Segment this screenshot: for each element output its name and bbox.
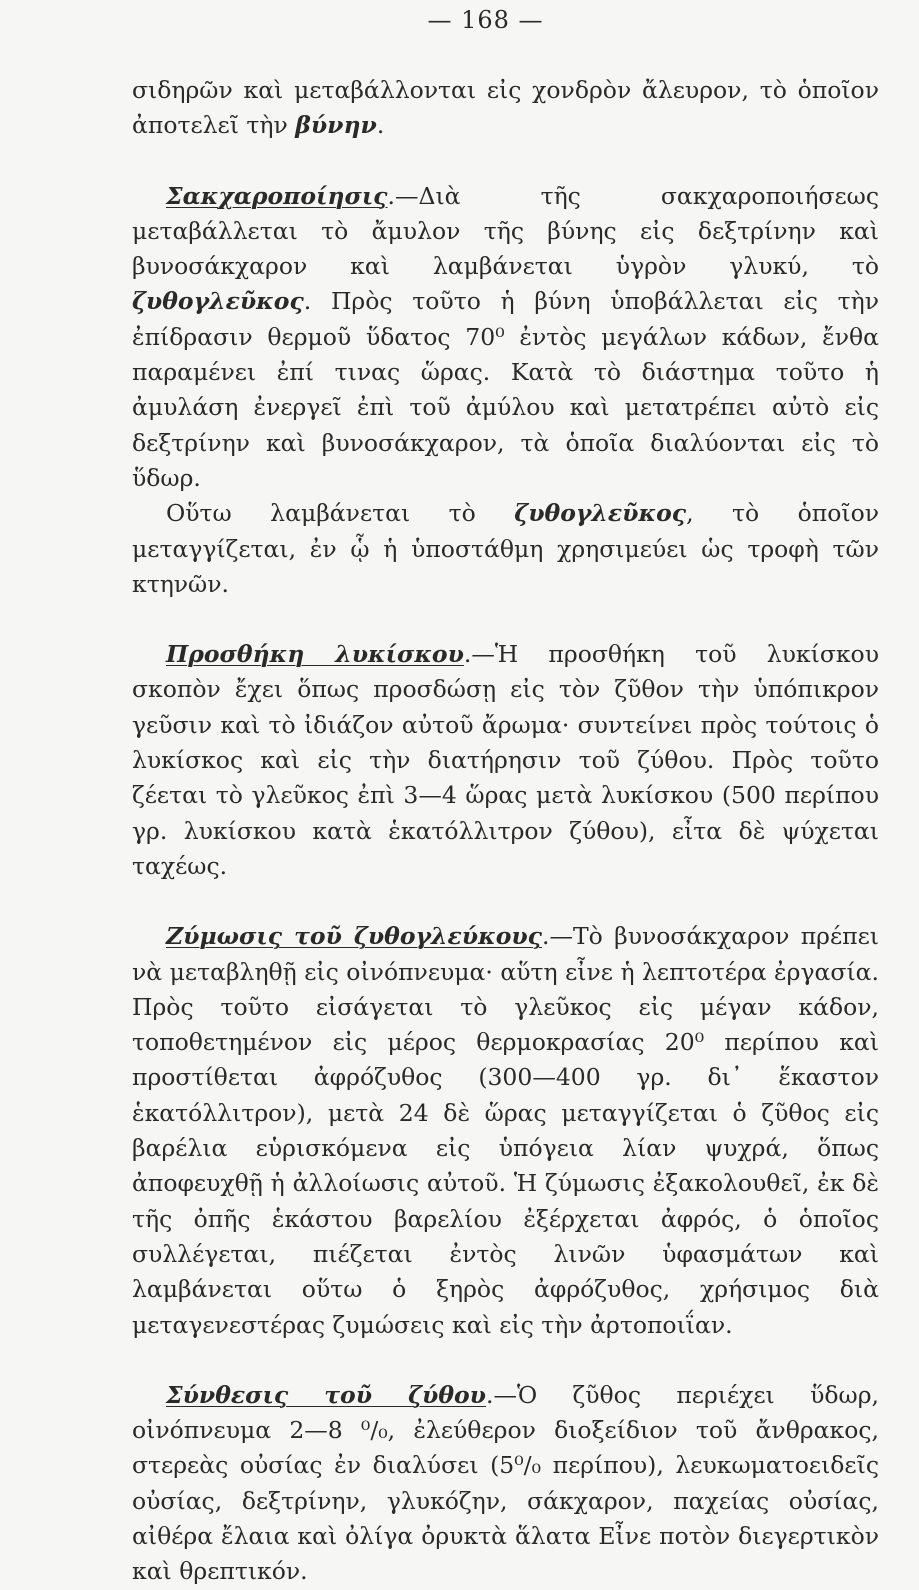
page-number: — 168 — (427, 6, 544, 34)
section-heading: Σακχαροποίησις (166, 181, 388, 210)
body-text (132, 73, 879, 1590)
section-heading: Ζύμωσις τοῦ ζυθογλεύκους (166, 922, 542, 951)
section-heading: Προσθήκη λυκίσκου (166, 640, 464, 669)
paragraph-wort (132, 496, 879, 602)
paragraph-text: .—Ἡ προσθήκη τοῦ λυκίσκου σκοπὸν ἔχει ὅπως προσδώσῃ εἰς τὸν ζῦθον τὴν ὑπόπικρον γεῦσιν καὶ τὸ ἰδιάζον αὐτοῦ ἄρωμα· συντείνει πρὸς τούτοις ὁ λυκίσκος καὶ εἰς τὴν διατήρησιν τοῦ ζύθου. Πρὸς τοῦτο ζέεται τὸ γλεῦκος ἐπὶ 3—4 ὥρας μετὰ λυκίσκου (500 περίπου γρ. λυκίσκου κατὰ ἑκατόλλιτρον ζύθου), εἶτα δὲ ψύχεται ταχέως. (132, 640, 879, 880)
paragraph-text: σιδηρῶν καὶ μεταβάλλονται εἰς χονδρὸν ἄλευρον, τὸ ὁποῖον ἀποτελεῖ τὴν (132, 76, 879, 140)
section-heading: Σύνθεσις τοῦ ζύθου (166, 1380, 486, 1409)
paragraph-text: . (376, 111, 385, 140)
paragraph-saccharification (132, 179, 879, 497)
paragraph-continuation (132, 73, 879, 144)
term-wort: ζυθογλεῦκος (132, 287, 304, 316)
term-wort: ζυθογλεῦκος (514, 499, 687, 528)
paragraph-text: .—Τὸ βυνοσάκχαρον πρέπει νὰ μεταβληθῇ εἰς οἰνόπνευμα· αὕτη εἶνε ἡ λεπτοτέρα ἐργασία. Πρὸς τοῦτο εἰσάγεται τὸ γλεῦκος εἰς μέγαν κάδον, τοποθετημένον εἰς μέρος θερμοκρασίας 20⁰ περίπου καὶ προστίθεται ἀφρόζυθος (300—400 γρ. δι᾽ ἕκαστον ἑκατόλλιτρον), μετὰ 24 δὲ ὥρας μεταγγίζεται ὁ ζῦθος εἰς βαρέλια εὑρισκόμενα εἰς ὑπόγεια λίαν ψυχρά, ὅπως ἀποφευχθῇ ἡ ἀλλοίωσις αὐτοῦ. Ἡ ζύμωσις ἐξακολουθεῖ, ἐκ δὲ τῆς ὀπῆς ἑκάστου βαρελίου ἐξέρχεται ἀφρός, ὁ ὁποῖος συλλέγεται, πιέζεται ἐντὸς λινῶν ὑφασμάτων καὶ λαμβάνεται οὕτω ὁ ξηρὸς ἀφρόζυθος, χρήσιμος διὰ μεταγενεστέρας ζυμώσεις καὶ εἰς τὴν ἀρτοποιΐαν. (132, 922, 879, 1339)
paragraph-composition (132, 1378, 879, 1590)
paragraph-text: .—Ὁ ζῦθος περιέχει ὕδωρ, οἰνόπνευμα 2—8 ⁰/₀, ἐλεύθερον διοξείδιον τοῦ ἄνθρακος, στερεὰς οὐσίας ἐν διαλύσει (5⁰/₀ περίπου), λευκωματοειδεῖς οὐσίας, δεξτρίνην, γλυκόζην, σάκχαρον, παχείας οὐσίας, αἰθέρα ἔλαια καὶ ὀλίγα ὀρυκτὰ ἅλατα Εἶνε ποτὸν διεγερτικὸν καὶ θρεπτικόν. (132, 1380, 879, 1586)
paragraph-text: .—Διὰ τῆς σακχαροποιήσεως μεταβάλλεται τὸ ἄμυλον τῆς βύνης εἰς δεξτρίνην καὶ βυνοσάκχαρον καὶ λαμβάνεται ὑγρὸν γλυκύ, τὸ (132, 181, 879, 281)
paragraph-text: , τὸ ὁποῖον μεταγγίζεται, ἐν ᾧ ἡ ὑποστάθμη χρησιμεύει ὡς τροφὴ τῶν κτηνῶν. (132, 499, 879, 598)
paragraph-text: Οὕτω λαμβάνεται τὸ (166, 499, 515, 528)
paragraph-hops (132, 637, 879, 884)
paragraph-fermentation (132, 919, 879, 1343)
term-byne: βύνην (295, 111, 377, 140)
paragraph-text: . Πρὸς τοῦτο ἡ βύνη ὑποβάλλεται εἰς τὴν ἐπίδρασιν θερμοῦ ὕδατος 70⁰ ἐντὸς μεγάλων κάδων, ἔνθα παραμένει ἐπί τινας ὥρας. Κατὰ τὸ διάστημα τοῦτο ἡ ἀμυλάση ἐνεργεῖ ἐπὶ τοῦ ἀμύλου καὶ μετατρέπει αὐτὸ εἰς δεξτρίνην καὶ βυνοσάκχαρον, τὰ ὁποῖα διαλύονται εἰς τὸ ὕδωρ. (132, 287, 879, 492)
